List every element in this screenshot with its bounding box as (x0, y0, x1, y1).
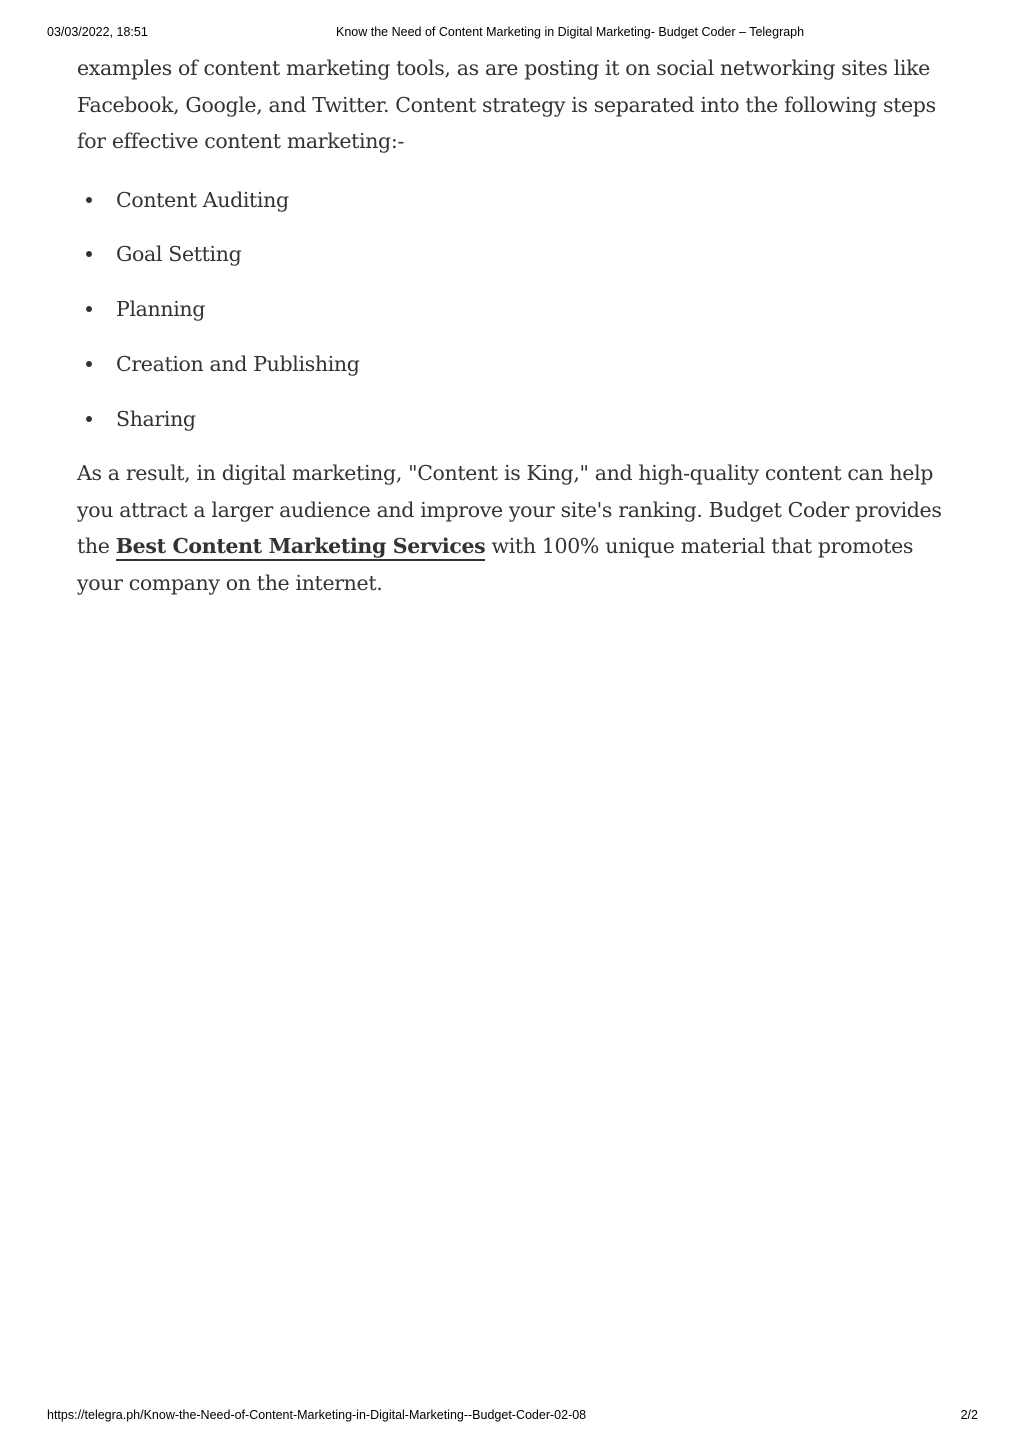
best-content-marketing-services-link[interactable]: Best Content Marketing Services (116, 534, 486, 561)
list-item (77, 182, 957, 218)
bullet-icon (86, 361, 92, 367)
list-item-text: Planning (116, 297, 206, 322)
list-item-text: Goal Setting (116, 242, 242, 267)
print-footer (0, 1408, 1024, 1426)
print-page-number: 2/2 (960, 1408, 978, 1422)
article-body (77, 50, 957, 601)
closing-text-after-link: with 100% unique material that promotes your company on the internet. (77, 534, 914, 595)
bullet-icon (86, 251, 92, 257)
list-item (77, 291, 957, 327)
content-strategy-steps-list (77, 182, 957, 437)
print-datetime: 03/03/2022, 18:51 (47, 25, 148, 39)
print-page-title: Know the Need of Content Marketing in Digital Marketing- Budget Coder – Telegraph (336, 25, 805, 39)
bullet-icon (86, 306, 92, 312)
list-item (77, 401, 957, 437)
print-page-url: https://telegra.ph/Know-the-Need-of-Content-Marketing-in-Digital-Marketing--Budget-Coder-02-08 (47, 1408, 587, 1422)
print-header (0, 25, 1024, 43)
list-item-text: Sharing (116, 406, 196, 431)
list-item (77, 346, 957, 382)
closing-paragraph (77, 455, 957, 601)
list-item-text: Content Auditing (116, 187, 289, 212)
bullet-icon (86, 416, 92, 422)
intro-paragraph: examples of content marketing tools, as are posting it on social networking sites like Facebook, Google, and Twitter. Content strategy is separated into the following steps for effective content marketing:- (77, 56, 936, 153)
closing-text-before-link: As a result, in digital marketing, "Content is King," and high-quality content can help you attract a larger audience and improve your site's ranking. Budget Coder provides the (77, 461, 942, 559)
list-item (77, 236, 957, 272)
list-item-text: Creation and Publishing (116, 351, 360, 376)
bullet-icon (86, 197, 92, 203)
